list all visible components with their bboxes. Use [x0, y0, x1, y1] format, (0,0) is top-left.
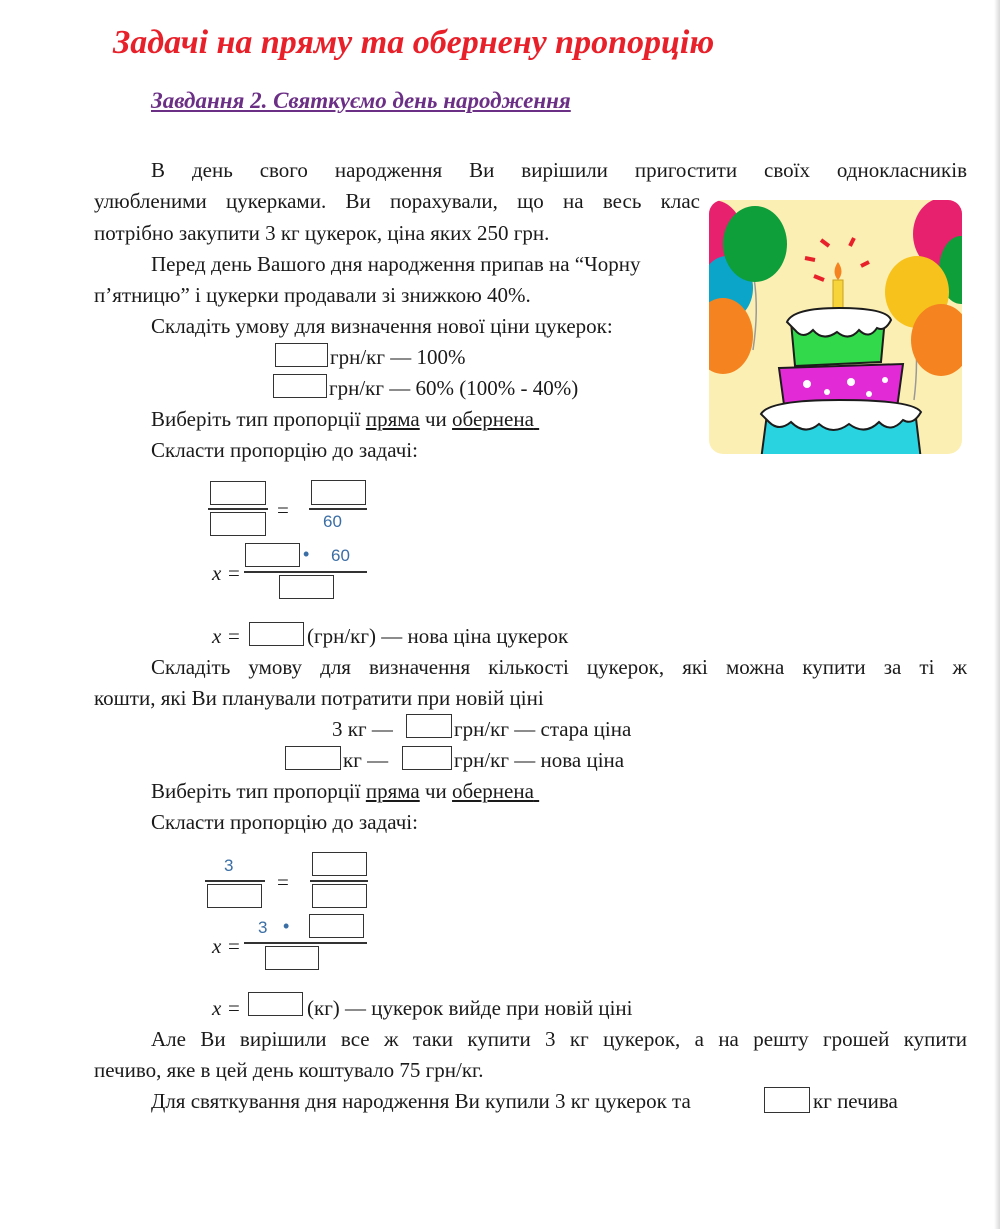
intro-line-3: потрібно закупити 3 кг цукерок, ціна яких 250 грн.: [94, 221, 550, 245]
part2-proportion-choice: [151, 779, 539, 803]
page-edge-shadow: [994, 0, 1000, 1229]
new-price-per-kg-input[interactable]: [402, 746, 452, 770]
fraction-line: [205, 880, 265, 882]
option-inverse-link[interactable]: обернена: [452, 407, 534, 431]
multiply-dot: •: [283, 916, 290, 936]
part3-final-suffix: кг печива: [813, 1089, 898, 1113]
multiply-dot: •: [303, 544, 310, 564]
fraction-line: [208, 508, 268, 510]
new-quantity-input[interactable]: [285, 746, 341, 770]
part1-proportion-choice: [151, 407, 539, 431]
part1-row2-label: грн/кг — 60% (100% - 40%): [329, 376, 579, 400]
part1-result-label: (грн/кг) — нова ціна цукерок: [307, 624, 569, 648]
part3-final-prefix: Для святкування дня народження Ви купили 3 кг цукерок та: [151, 1089, 691, 1113]
page-title: Задачі на пряму та обернену пропорцію: [113, 24, 715, 61]
birthday-cake-balloons-icon: [709, 200, 962, 454]
option-inverse-link[interactable]: обернена: [452, 779, 534, 803]
part2-compose-label: Скласти пропорцію до задачі:: [151, 810, 418, 834]
cookies-kg-input[interactable]: [764, 1087, 810, 1113]
intro-line-1: В день свого народження Ви вирішили пригостити своїх однокласників: [151, 158, 967, 182]
proportion2-denominator-right-input[interactable]: [312, 884, 367, 908]
task-subtitle: Завдання 2. Святкуємо день народження: [151, 88, 571, 113]
part2-row2-suffix: грн/кг — нова ціна: [454, 748, 625, 772]
new-price-input[interactable]: [273, 374, 327, 398]
option-direct-link[interactable]: пряма: [365, 779, 420, 803]
proportion1-x-denominator-input[interactable]: [279, 575, 334, 599]
proportion2-x-denominator-input[interactable]: [265, 946, 319, 970]
proportion1-denominator-left-input[interactable]: [210, 512, 266, 536]
choose-label: Виберіть тип пропорції: [151, 779, 361, 803]
part3-line-1: Але Ви вирішили все ж таки купити 3 кг цукерок, а на решту грошей купити: [151, 1027, 967, 1051]
part2-result-label: (кг) — цукерок вийде при новій ціні: [307, 996, 633, 1020]
part2-row1-suffix: грн/кг — стара ціна: [454, 717, 632, 741]
or-label: чи: [424, 779, 447, 803]
new-quantity-answer-input[interactable]: [248, 992, 303, 1016]
or-label: чи: [424, 407, 447, 431]
proportion1-denominator-value: 60: [323, 512, 342, 531]
x-result-label: x =: [212, 996, 241, 1020]
x-label: x =: [212, 934, 241, 958]
intro-line-4: Перед день Вашого дня народження припав на “Чорну: [151, 252, 641, 276]
fraction-line: [310, 880, 368, 882]
proportion2-numerator-value: 3: [224, 856, 234, 875]
part1-prompt: Складіть умову для визначення нової ціни цукерок:: [151, 314, 613, 338]
part2-row1-prefix: 3 кг —: [332, 717, 393, 741]
proportion1-numerator-right-input[interactable]: [311, 480, 366, 505]
proportion1-numerator-left-input[interactable]: [210, 481, 266, 505]
new-price-answer-input[interactable]: [249, 622, 304, 646]
proportion1-x-numerator-input[interactable]: [245, 543, 300, 567]
equals-sign: =: [277, 498, 289, 522]
x-label: x =: [212, 561, 241, 585]
proportion2-x-numerator-input[interactable]: [309, 914, 364, 938]
proportion2-multiplier-value: 3: [258, 918, 268, 937]
choose-label: Виберіть тип пропорції: [151, 407, 361, 431]
part1-row1-label: грн/кг — 100%: [330, 345, 466, 369]
fraction-line: [309, 508, 367, 510]
intro-line-5: п’ятницю” і цукерки продавали зі знижкою 40%.: [94, 283, 531, 307]
fraction-line: [244, 571, 367, 573]
fraction-line: [244, 942, 367, 944]
proportion2-numerator-right-input[interactable]: [312, 852, 367, 876]
proportion2-denominator-left-input[interactable]: [207, 884, 262, 908]
part3-line-2: печиво, яке в цей день коштувало 75 грн/кг.: [94, 1058, 484, 1082]
part2-prompt-line-1: Складіть умову для визначення кількості цукерок, які можна купити за ті ж: [151, 655, 967, 679]
proportion1-multiplier-value: 60: [331, 546, 350, 565]
part1-compose-label: Скласти пропорцію до задачі:: [151, 438, 418, 462]
equals-sign: =: [277, 870, 289, 894]
intro-line-2: улюбленими цукерками. Ви порахували, що на весь клас: [94, 189, 700, 213]
part2-prompt-line-2: кошти, які Ви планували потратити при новій ціні: [94, 686, 544, 710]
old-price-per-kg-input[interactable]: [406, 714, 452, 738]
x-result-label: x =: [212, 624, 241, 648]
old-price-input[interactable]: [275, 343, 328, 367]
part2-row2-mid: кг —: [343, 748, 389, 772]
option-direct-link[interactable]: пряма: [365, 407, 420, 431]
